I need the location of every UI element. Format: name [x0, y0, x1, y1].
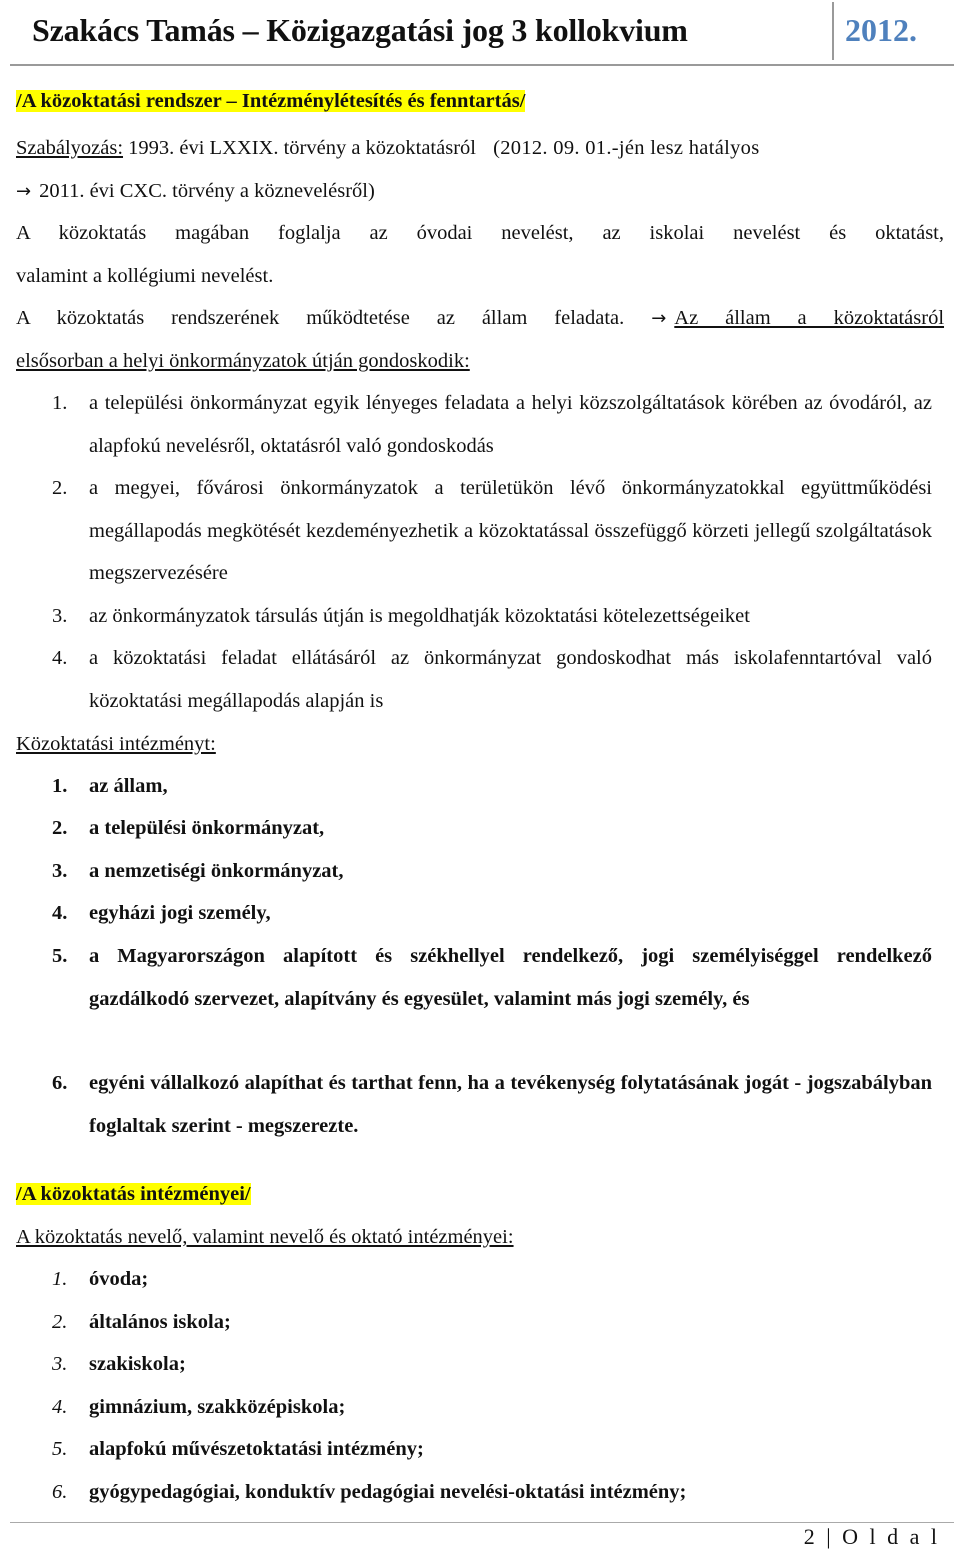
- paragraph-2-line-1: [16, 307, 944, 330]
- page-number: 2: [803, 1524, 818, 1549]
- regulation-line: [16, 137, 759, 160]
- paragraph-1-line-2: valamint a kollégiumi nevelést.: [16, 265, 274, 287]
- page-label: | O l d a l: [826, 1524, 940, 1549]
- list-item: 2. a települési önkormányzat,: [52, 817, 325, 839]
- section-heading-3: /A közoktatás intézményei/: [16, 1183, 251, 1205]
- header-rule: [10, 64, 954, 66]
- list-item: 2. általános iskola;: [52, 1311, 231, 1333]
- page-header: [0, 0, 960, 64]
- list-item: 6. gyógypedagógiai, konduktív pedagógiai nevelési-oktatási intézmény;: [52, 1481, 687, 1503]
- paragraph-2-underlined: Az állam a közoktatásról: [674, 307, 945, 329]
- list-item: 1. az állam,: [52, 775, 168, 797]
- regulation-note: (2012. 09. 01.-jén lesz hatályos: [493, 137, 760, 159]
- arrow-right-icon: →: [651, 308, 667, 329]
- list-item: 2. a megyei, fővárosi önkormányzatok a területükön lévő önkormányzatokkal együttműködési megállapodás megkötését kezdeményezhetik a közoktatással összefüggő körzeti jellegű szolgáltatások megszervezésére: [52, 477, 932, 584]
- section-subheading-3: A közoktatás nevelő, valamint nevelő és oktató intézményei:: [16, 1226, 514, 1248]
- list-item: 6. egyéni vállalkozó alapíthat és tarthat fenn, ha a tevékenység folytatásának jogát - jogszabályban foglaltak szerint - megszerezte.: [52, 1072, 932, 1137]
- paragraph-2-line-2: elsősorban a helyi önkormányzatok útján gondoskodik:: [16, 350, 470, 372]
- header-year: 2012.: [845, 12, 917, 48]
- list-item: 5. alapfokú művészetoktatási intézmény;: [52, 1438, 424, 1460]
- header-divider: [832, 2, 834, 60]
- paragraph-2-sentence: A közoktatás rendszerének működtetése az állam feladata.: [16, 307, 625, 329]
- regulation-note-line2: [16, 180, 375, 203]
- regulation-law: 1993. évi LXXIX. törvény a közoktatásról: [128, 137, 476, 159]
- list-item: 3. az önkormányzatok társulás útján is megoldhatják közoktatási kötelezettségeiket: [52, 605, 750, 627]
- list-item: 4. egyházi jogi személy,: [52, 902, 271, 924]
- list-item: 4. a közoktatási feladat ellátásáról az önkormányzat gondoskodhat más iskolafenntartóval való közoktatási megállapodás alapján is: [52, 647, 932, 712]
- footer-rule: [10, 1522, 954, 1523]
- arrow-right-icon: →: [16, 181, 32, 202]
- page-footer: [804, 1524, 940, 1550]
- header-title: Szakács Tamás – Közigazgatási jog 3 kollokvium: [32, 12, 688, 48]
- section-heading-2: Közoktatási intézményt:: [16, 733, 216, 755]
- paragraph-1-line-1: A közoktatás magában foglalja az óvodai nevelést, az iskolai nevelést és oktatást,: [16, 222, 944, 244]
- list-item: 1. a települési önkormányzat egyik lényeges feladata a helyi közszolgáltatások körében az óvodáról, az alapfokú nevelésről, oktatásról való gondoskodás: [52, 392, 932, 457]
- list-item: 1. óvoda;: [52, 1268, 149, 1290]
- list-item: 3. szakiskola;: [52, 1353, 186, 1375]
- regulation-label: Szabályozás:: [16, 137, 124, 159]
- list-item: 5. a Magyarországon alapított és székhellyel rendelkező, jogi személyiséggel rendelkező gazdálkodó szervezet, alapítvány és egyesület, valamint más jogi személy, és: [52, 945, 932, 1010]
- list-item: 3. a nemzetiségi önkormányzat,: [52, 860, 344, 882]
- regulation-note-2: 2011. évi CXC. törvény a köznevelésről): [39, 180, 375, 202]
- section-heading-1: /A közoktatási rendszer – Intézménylétesítés és fenntartás/: [16, 90, 526, 112]
- list-item: 4. gimnázium, szakközépiskola;: [52, 1396, 346, 1418]
